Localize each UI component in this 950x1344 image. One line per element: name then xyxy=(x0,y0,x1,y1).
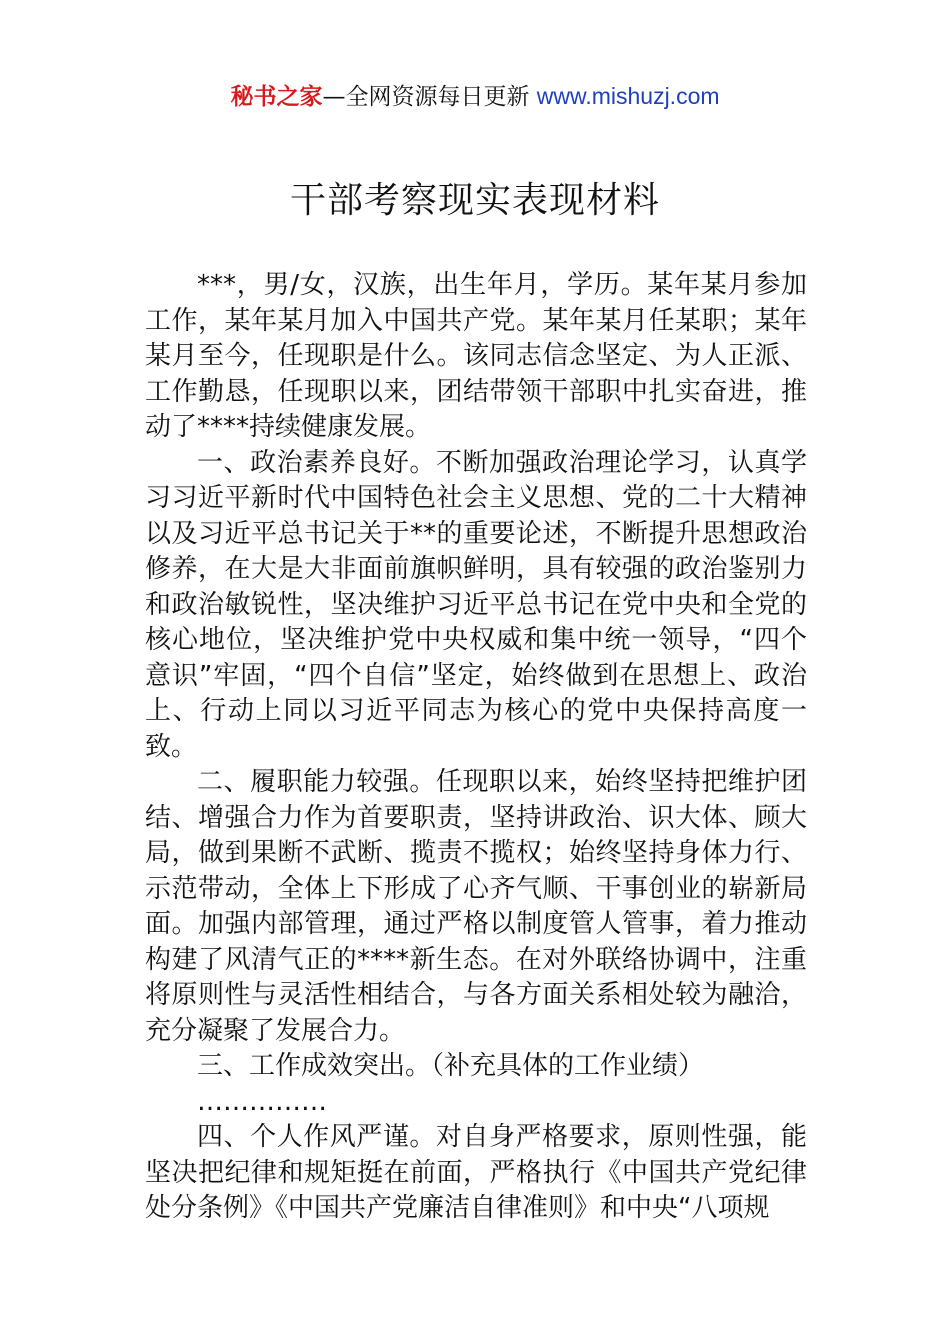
paragraph-political-quality: 一、政治素养良好。不断加强政治理论学习，认真学习习近平新时代中国特色社会主义思想、党的二十大精神以及习近平总书记关于**的重要论述，不断提升思想政治修养，在大是大非面前旗帜鲜明，具有较强的政治鉴别力和政治敏锐性，坚决维护习近平总书记在党中央和全党的核心地位，坚决维护党中央权威和集中统一领导，“四个意识”牢固，“四个自信”坚定，始终做到在思想上、政治上、行动上同以习近平同志为核心的党中央保持高度一致。 xyxy=(145,447,807,762)
paragraph-ellipsis: …………… xyxy=(197,1086,327,1117)
document-title: 干部考察现实表现材料 xyxy=(289,180,660,221)
paragraph-work-results: 三、工作成效突出。（补充具体的工作业绩） xyxy=(197,1051,705,1081)
paragraph-personal-conduct: 四、个人作风严谨。对自身严格要求，原则性强，能坚决把纪律和规矩挺在前面，严格执行《中国共产党纪律处分条例》《中国共产党廉洁自律准则》和中央“八项规 xyxy=(145,1122,807,1223)
site-header xyxy=(0,80,950,113)
site-url-link[interactable]: www.mishuzj.com xyxy=(536,83,720,109)
brand-name: 秘书之家 xyxy=(230,84,323,110)
header-slogan: —全网资源每日更新 xyxy=(322,84,537,110)
paragraph-duty-ability: 二、履职能力较强。任现职以来，始终坚持把维护团结、增强合力作为首要职责，坚持讲政治、识大体、顾大局，做到果断不武断、揽责不揽权；始终坚持身体力行、示范带动，全体上下形成了心齐气顺、干事创业的崭新局面。加强内部管理，通过严格以制度管人管事，着力推动构建了风清气正的****新生态。在对外联络协调中，注重将原则性与灵活性相结合，与各方面关系相处较为融洽，充分凝聚了发展合力。 xyxy=(145,767,807,1046)
document-body xyxy=(145,268,807,1227)
paragraph-intro: ***，男/女，汉族，出生年月，学历。某年某月参加工作，某年某月加入中国共产党。某年某月任某职；某年某月至今，任现职是什么。该同志信念坚定、为人正派、工作勤恳，任现职以来，团结带领干部职中扎实奋进，推动了****持续健康发展。 xyxy=(145,270,807,442)
